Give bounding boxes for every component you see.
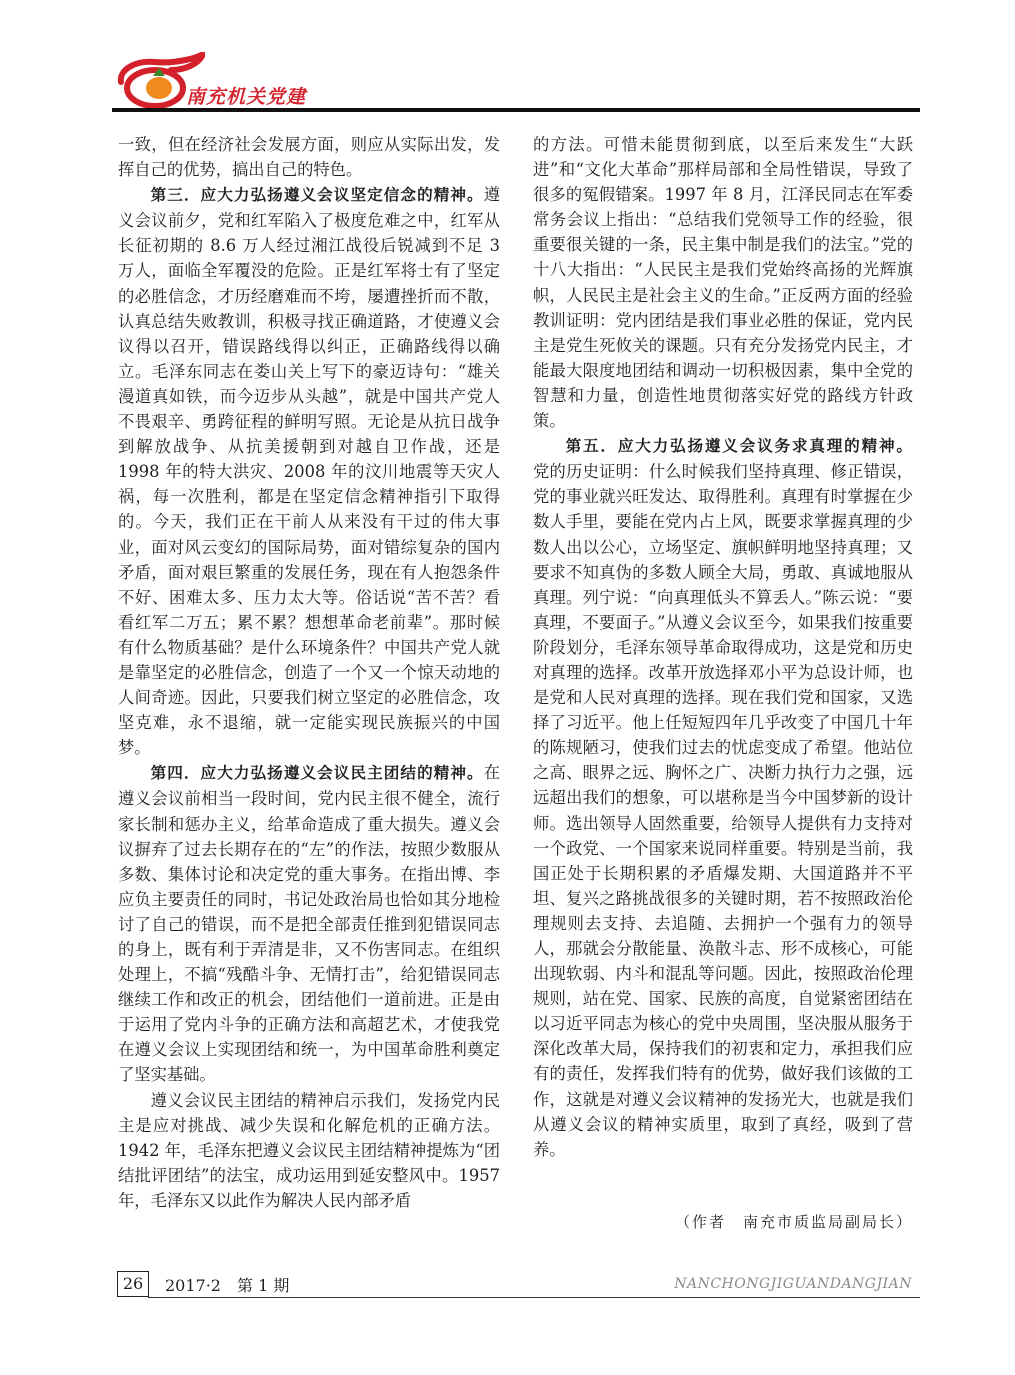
paragraph <box>118 132 500 182</box>
paragraph-text: 的方法。可惜未能贯彻到底，以至后来发生“大跃进”和“文化大革命”那样局部和全局性错误，导致了很多的冤假错案。1997 年 8 月，江泽民同志在军委常务会议上指出：“总结我们党领导工作的经验，很重要很关键的一条，民主集中制是我们的法宝。”党的十八大指出：“人民民主是我们党始终高扬的光辉旗帜，人民民主是社会主义的生命。”正反两方面的经验教训证明：党内团结是我们事业必胜的保证，党内民主是党生死攸关的课题。只有充分发扬党内民主，才能最大限度地团结和调动一切积极因素，集中全党的智慧和力量，创造性地贯彻落实好党的路线方针政策。 <box>533 135 913 431</box>
author-byline: （作者 南充市质监局副局长） <box>674 1213 913 1231</box>
header-rule <box>112 108 920 112</box>
paragraph <box>533 132 913 433</box>
paragraph-text: 党的历史证明：什么时候我们坚持真理、修正错误，党的事业就兴旺发达、取得胜利。真理有时掌握在少数人手里，要能在党内占上风，既要求掌握真理的少数人出以公心，立场坚定、旗帜鲜明地坚持真理；又要求不知真伪的多数人顾全大局，勇敢、真诚地服从真理。列宁说：“向真理低头不算丢人。”陈云说：“要真理，不要面子。”从遵义会议至今，如果我们按重要阶段划分，毛泽东领导革命取得成功，这是党和历史对真理的选择。改革开放选择邓小平为总设计师，也是党和人民对真理的选择。现在我们党和国家，又选择了习近平。他上任短短四年几乎改变了中国几十年的陈规陋习，使我们过去的忧虑变成了希望。他站位之高、眼界之远、胸怀之广、决断力执行力之强，远远超出我们的想象，可以堪称是当今中国梦新的设计师。选出领导人固然重要，给领导人提供有力支持对一个政党、一个国家来说同样重要。特别是当前，我国正处于长期积累的矛盾爆发期、大国道路并不平坦、复兴之路挑战很多的关键时期，若不按照政治伦理规则去支持、去追随、去拥护一个强有力的领导人，那就会分散能量、涣散斗志、形不成核心，可能出现软弱、内斗和混乱等问题。因此，按照政治伦理规则，站在党、国家、民族的高度，自觉紧密团结在以习近平同志为核心的党中央周围，坚决服从服务于深化改革大局，保持我们的初衷和定力，承担我们应有的责任，发挥我们特有的优势，做好我们该做的工作，这就是对遵义会议精神的发扬光大，也就是我们从遵义会议的精神实质里，取到了真经，吸到了营养。 <box>533 462 913 1159</box>
paragraph <box>118 760 500 1087</box>
article-right-column <box>533 132 913 1162</box>
page-number: 26 <box>117 1271 149 1297</box>
footer-rule <box>148 1297 920 1298</box>
paragraph-text: 遵义会议前夕，党和红军陷入了极度危难之中，红军从长征初期的 8.6 万人经过湘江战役后锐减到不足 3 万人，面临全军覆没的危险。正是红军将士有了坚定的必胜信念，才历经磨难而不垮，屡遭挫折而不散，认真总结失败教训，积极寻找正确道路，才使遵义会议得以召开，错误路线得以纠正，正确路线得以确立。毛泽东同志在娄山关上写下的豪迈诗句：“雄关漫道真如铁，而今迈步从头越”，就是中国共产党人不畏艰辛、勇跨征程的鲜明写照。无论是从抗日战争到解放战争、从抗美援朝到对越自卫作战，还是 1998 年的特大洪灾、2008 年的汶川地震等天灾人祸，每一次胜利，都是在坚定信念精神指引下取得的。今天，我们正在干前人从来没有干过的伟大事业，面对风云变幻的国际局势，面对错综复杂的国内矛盾，面对艰巨繁重的发展任务，现在有人抱怨条件不好、困难太多、压力太大等。俗话说“苦不苦？看看红军二万五；累不累？想想革命老前辈”。那时候有什么物质基础？是什么环境条件？中国共产党人就是靠坚定的必胜信念，创造了一个又一个惊天动地的人间奇迹。因此，只要我们树立坚定的必胜信念，攻坚克难，永不退缩，就一定能实现民族振兴的中国梦。 <box>118 185 500 758</box>
issue-label: 2017·2 第 1 期 <box>165 1276 290 1295</box>
article-left-column <box>118 132 500 1213</box>
paragraph-text: 遵义会议民主团结的精神启示我们，发扬党内民主是应对挑战、减少失误和化解危机的正确方法。1942 年，毛泽东把遵义会议民主团结精神提炼为“团结批评团结”的法宝，成功运用到延安整风中。1957 年，毛泽东又以此作为解决人民内部矛盾 <box>118 1090 500 1210</box>
section-heading: 第五．应大力弘扬遵义会议务求真理的精神。 <box>565 437 913 456</box>
paragraph <box>118 182 500 760</box>
footer-magazine-title: NANCHONGJIGUANDANGJIAN <box>674 1276 912 1292</box>
paragraph-text: 一致，但在经济社会发展方面，则应从实际出发，发挥自己的优势，搞出自己的特色。 <box>118 135 500 180</box>
section-heading: 第三．应大力弘扬遵义会议坚定信念的精神。 <box>150 186 484 205</box>
paragraph-text: 在遵义会议前相当一段时间，党内民主很不健全，流行家长制和惩办主义，给革命造成了重大损失。遵义会议摒弃了过去长期存在的“左”的作法，按照少数服从多数、集体讨论和决定党的重大事务。在指出博、李应负主要责任的同时，书记处政治局也恰如其分地检讨了自己的错误，而不是把全部责任推到犯错误同志的身上，既有利于弄清是非，又不伤害同志。在组织处理上，不搞“残酷斗争、无情打击”，给犯错误同志继续工作和改正的机会，团结他们一道前进。正是由于运用了党内斗争的正确方法和高超艺术，才使我党在遵义会议上实现团结和统一，为中国革命胜利奠定了坚实基础。 <box>118 763 500 1085</box>
magazine-name: 南充机关党建 <box>186 86 307 108</box>
paragraph <box>533 433 913 1162</box>
paragraph <box>118 1088 500 1213</box>
section-heading: 第四．应大力弘扬遵义会议民主团结的精神。 <box>150 764 484 783</box>
